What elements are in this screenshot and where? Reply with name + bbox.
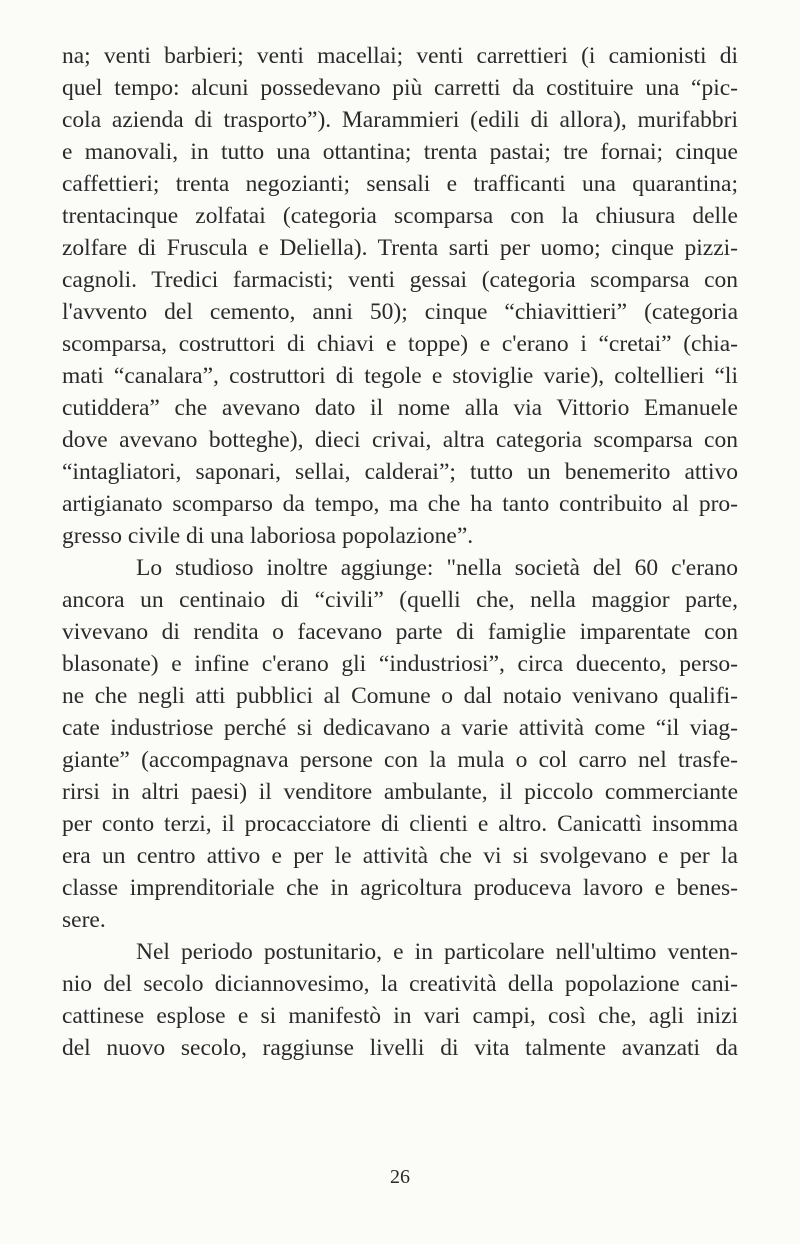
text-line: scomparsa, costruttori di chiavi e toppe) e c'erano i “cretai” (chia- (62, 331, 738, 357)
text-line: caffettieri; trenta negozianti; sensali e trafficanti una quarantina; (62, 171, 738, 197)
text-line: per conto terzi, il procacciatore di clienti e altro. Canicattì insomma (62, 811, 738, 837)
text-line: giante” (accompagnava persone con la mula o col carro nel trasfe- (62, 747, 738, 773)
text-line: del nuovo secolo, raggiunse livelli di vita talmente avanzati da (62, 1035, 738, 1061)
text-line: nio del secolo diciannovesimo, la creatività della popolazione cani- (62, 971, 738, 997)
page-number: 26 (390, 1166, 410, 1188)
text-line: trentacinque zolfatai (categoria scomparsa con la chiusura delle (62, 203, 738, 229)
text-line: cattinese esplose e si manifestò in vari campi, così che, agli inizi (62, 1003, 738, 1029)
text-line: rirsi in altri paesi) il venditore ambulante, il piccolo commerciante (62, 779, 738, 805)
text-line: ne che negli atti pubblici al Comune o dal notaio venivano qualifi- (62, 683, 738, 709)
text-line: zolfare di Fruscula e Deliella). Trenta sarti per uomo; cinque pizzi- (62, 235, 738, 261)
text-line: artigianato scomparso da tempo, ma che ha tanto contribuito al pro- (62, 491, 738, 517)
text-line: classe imprenditoriale che in agricoltura produceva lavoro e benes- (62, 875, 738, 901)
text-line: cutiddera” che avevano dato il nome alla via Vittorio Emanuele (62, 395, 738, 421)
text-line: blasonate) e infine c'erano gli “industriosi”, circa duecento, perso- (62, 651, 738, 677)
text-line: cola azienda di trasporto”). Marammieri (edili di allora), murifabbri (62, 107, 738, 133)
text-line: gresso civile di una laboriosa popolazione”. (62, 523, 474, 549)
text-line: cagnoli. Tredici farmacisti; venti gessai (categoria scomparsa con (62, 267, 738, 293)
text-line: “intagliatori, saponari, sellai, calderai”; tutto un benemerito attivo (62, 459, 738, 485)
text-line: dove avevano botteghe), dieci crivai, altra categoria scomparsa con (62, 427, 738, 453)
text-line: na; venti barbieri; venti macellai; venti carrettieri (i camionisti di (62, 43, 738, 69)
paragraph-start-line: Lo studioso inoltre aggiunge: "nella società del 60 c'erano (136, 555, 738, 581)
text-line: e manovali, in tutto una ottantina; trenta pastai; tre fornai; cinque (62, 139, 738, 165)
text-line: sere. (62, 907, 106, 933)
text-line: ancora un centinaio di “civili” (quelli che, nella maggior parte, (62, 587, 738, 613)
body-text (62, 40, 738, 1064)
text-line: era un centro attivo e per le attività che vi si svolgevano e per la (62, 843, 738, 869)
paragraph-start-line: Nel periodo postunitario, e in particolare nell'ultimo venten- (136, 939, 738, 965)
text-line: vivevano di rendita o facevano parte di famiglie imparentate con (62, 619, 738, 645)
text-line: quel tempo: alcuni possedevano più carretti da costituire una “pic- (62, 75, 738, 101)
text-line: mati “canalara”, costruttori di tegole e stoviglie varie), coltellieri “li (62, 363, 738, 389)
text-line: l'avvento del cemento, anni 50); cinque “chiavittieri” (categoria (62, 299, 738, 325)
text-line: cate industriose perché si dedicavano a varie attività come “il viag- (62, 715, 738, 741)
